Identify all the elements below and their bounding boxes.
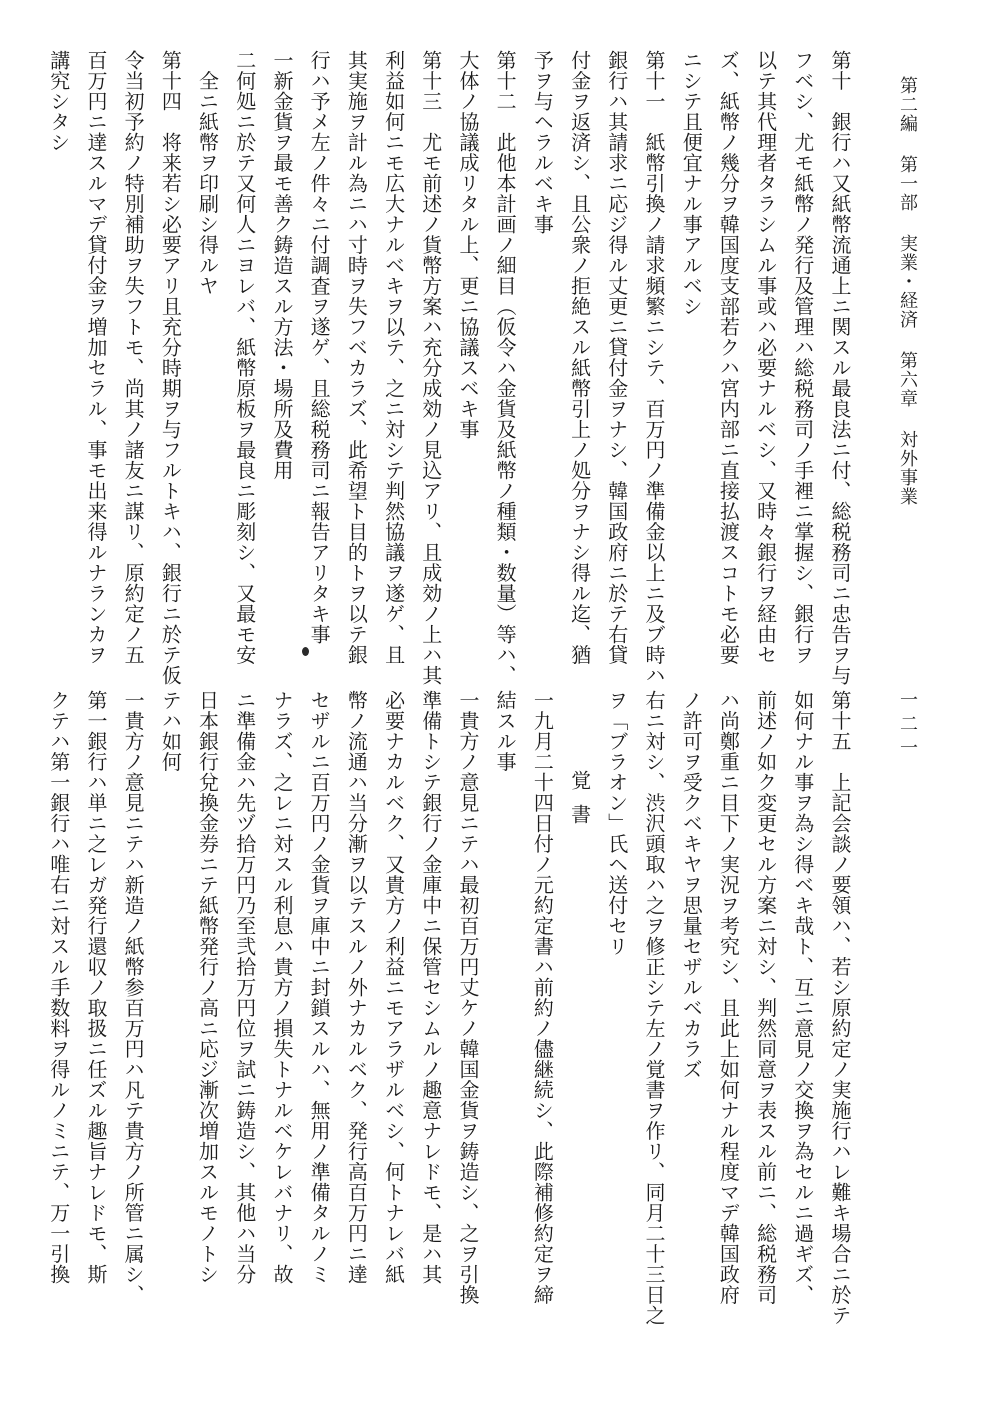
text-column: 第十三 尤モ前述ノ貨幣方案ハ充分成効ノ見込アリ、且成効ノ上ハ其	[418, 50, 443, 686]
text-column: ヲ「ブラオン」氏ヘ送付セリ	[604, 690, 629, 957]
text-column: ニシテ且便宜ナル事アルベシ	[679, 50, 704, 317]
text-column: 予ヲ与ヘラルベキ事	[530, 50, 555, 235]
text-column: 一九月二十四日付ノ元約定書ハ前約ノ儘継続シ、此際補修約定ヲ締	[530, 690, 555, 1305]
text-column: フベシ、尤モ紙幣ノ発行及管理ハ総税務司ノ手裡ニ掌握シ、銀行ヲ	[790, 50, 815, 665]
text-column: テハ如何	[158, 690, 183, 772]
memorandum-heading: 覚書	[567, 770, 592, 838]
header-chapter-title: 対外事業	[897, 430, 918, 506]
text-column: 以テ其代理者タラシムル事或ハ必要ナルベシ、又時々銀行ヲ経由セ	[753, 50, 778, 665]
text-column: 令当初予約ノ特別補助ヲ失フトモ、尚其ノ諸友ニ謀リ、原約定ノ五	[121, 50, 146, 665]
text-column: ナラズ、之レニ対スル利息ハ貴方ノ損失トナルベケレバナリ、故	[269, 690, 294, 1285]
text-column: セザルニ百万円ノ金貨ヲ庫中ニ封鎖スルハ、無用ノ準備タルノミ	[307, 690, 332, 1285]
text-column: クテハ第一銀行ハ唯右ニ対スル手数料ヲ得ルノミニテ、万一引換	[46, 690, 71, 1285]
text-column: 準備トシテ銀行ノ金庫中ニ保管セシムルノ趣意ナレドモ、是ハ其	[418, 690, 443, 1285]
text-column: 大体ノ協議成リタル上、更ニ協議スベキ事	[455, 50, 480, 440]
text-column: ハ尚鄭重ニ目下ノ実況ヲ考究シ、且此上如何ナル程度マデ韓国政府	[716, 690, 741, 1305]
text-column: 利益如何ニモ広大ナルベキヲ以テ、之ニ対シテ判然協議ヲ遂ゲ、且	[381, 50, 406, 665]
text-column: 前述ノ如ク変更セル方案ニ対シ、判然同意ヲ表スル前ニ、総税務司	[753, 690, 778, 1305]
text-column: 一新金貨ヲ最モ善ク鋳造スル方法・場所及費用	[269, 50, 294, 481]
lower-text-block	[46, 690, 858, 1326]
text-column: 第十 銀行ハ又紙幣流通上ニ関スル最良法ニ付、総税務司ニ忠告ヲ与	[828, 50, 852, 686]
running-header	[888, 76, 920, 636]
ink-speck	[302, 647, 309, 656]
text-column: 幣ノ流通ハ当分漸ヲ以テスルノ外ナカルベク、発行高百万円ニ達	[344, 690, 369, 1285]
text-column: 結スル事	[493, 690, 518, 772]
text-column: 第十五 上記会談ノ要領ハ、若シ原約定ノ実施行ハレ難キ場合ニ於テ	[828, 690, 852, 1326]
text-column: 第十一 紙幣引換ノ請求頻繁ニシテ、百万円ノ準備金以上ニ及ブ時ハ	[641, 50, 666, 686]
text-column: 二何処ニ於テ又何人ニヨレバ、紙幣原板ヲ最良ニ彫刻シ、又最モ安	[232, 50, 257, 665]
text-column: 行ハ予メ左ノ件々ニ付調査ヲ遂ゲ、且総税務司ニ報告アリタキ事	[307, 50, 332, 645]
text-column: 一貴方ノ意見ニテハ新造ノ紙幣参百万円ハ凡テ貴方ノ所管ニ属シ、	[121, 690, 146, 1305]
text-column: 日本銀行兌換金券ニテ紙幣発行ノ高ニ応ジ漸次増加スルモノトシ	[195, 690, 220, 1285]
text-column: 第十二 此他本計画ノ細目（仮令ハ金貨及紙幣ノ種類・数量）等ハ、	[493, 50, 518, 686]
text-column: 必要ナカルベク、又貴方ノ利益ニモアラザルベシ、何トナレバ紙	[381, 690, 406, 1285]
upper-text-block	[46, 50, 858, 686]
text-column: ニ準備金ハ先ヅ拾万円乃至弐拾万円位ヲ試ニ鋳造シ、其他ハ当分	[232, 690, 257, 1285]
text-column: 如何ナル事ヲ為シ得ベキ哉ト、互ニ意見ノ交換ヲ為セルニ過ギズ、	[790, 690, 815, 1305]
page-number: 一二一	[897, 690, 918, 762]
text-column: 其実施ヲ計ル為ニハ寸時ヲ失フベカラズ、此希望ト目的トヲ以テ銀	[344, 50, 369, 665]
text-column: 第一銀行ハ単ニ之レガ発行還収ノ取扱ニ任ズル趣旨ナレドモ、斯	[83, 690, 108, 1285]
header-subject: 実業・経済	[897, 234, 918, 329]
text-column: 第十四 将来若シ必要アリ且充分時期ヲ与フルトキハ、銀行ニ於テ仮	[158, 50, 183, 686]
header-section: 第一部	[897, 155, 918, 212]
text-column: ノ許可ヲ受クベキヤヲ思量セザルベカラズ	[679, 690, 704, 1080]
header-part: 第二編	[897, 76, 918, 133]
text-column: 銀行ハ其請求ニ応ジ得ル丈更ニ貸付金ヲナシ、韓国政府ニ於テ右貸	[604, 50, 629, 665]
text-column: 百万円ニ達スルマデ貸付金ヲ増加セラル、事モ出来得ルナランカヲ	[83, 50, 108, 665]
text-column: 講究シタシ	[46, 50, 71, 153]
text-column: 付金ヲ返済シ、且公衆ノ拒絶スル紙幣引上ノ処分ヲナシ得ル迄、猶	[567, 50, 592, 665]
text-column: 全ニ紙幣ヲ印刷シ得ルヤ	[195, 50, 220, 296]
text-column: 一貴方ノ意見ニテハ最初百万円丈ケノ韓国金貨ヲ鋳造シ、之ヲ引換	[455, 690, 480, 1305]
text-column: ズ、紙幣ノ幾分ヲ韓国度支部若クハ宮内部ニ直接払渡スコトモ必要	[716, 50, 741, 665]
text-column: 右ニ対シ、渋沢頭取ハ之ヲ修正シテ左ノ覚書ヲ作リ、同月二十三日之	[641, 690, 666, 1326]
header-chapter: 第六章	[897, 351, 918, 408]
